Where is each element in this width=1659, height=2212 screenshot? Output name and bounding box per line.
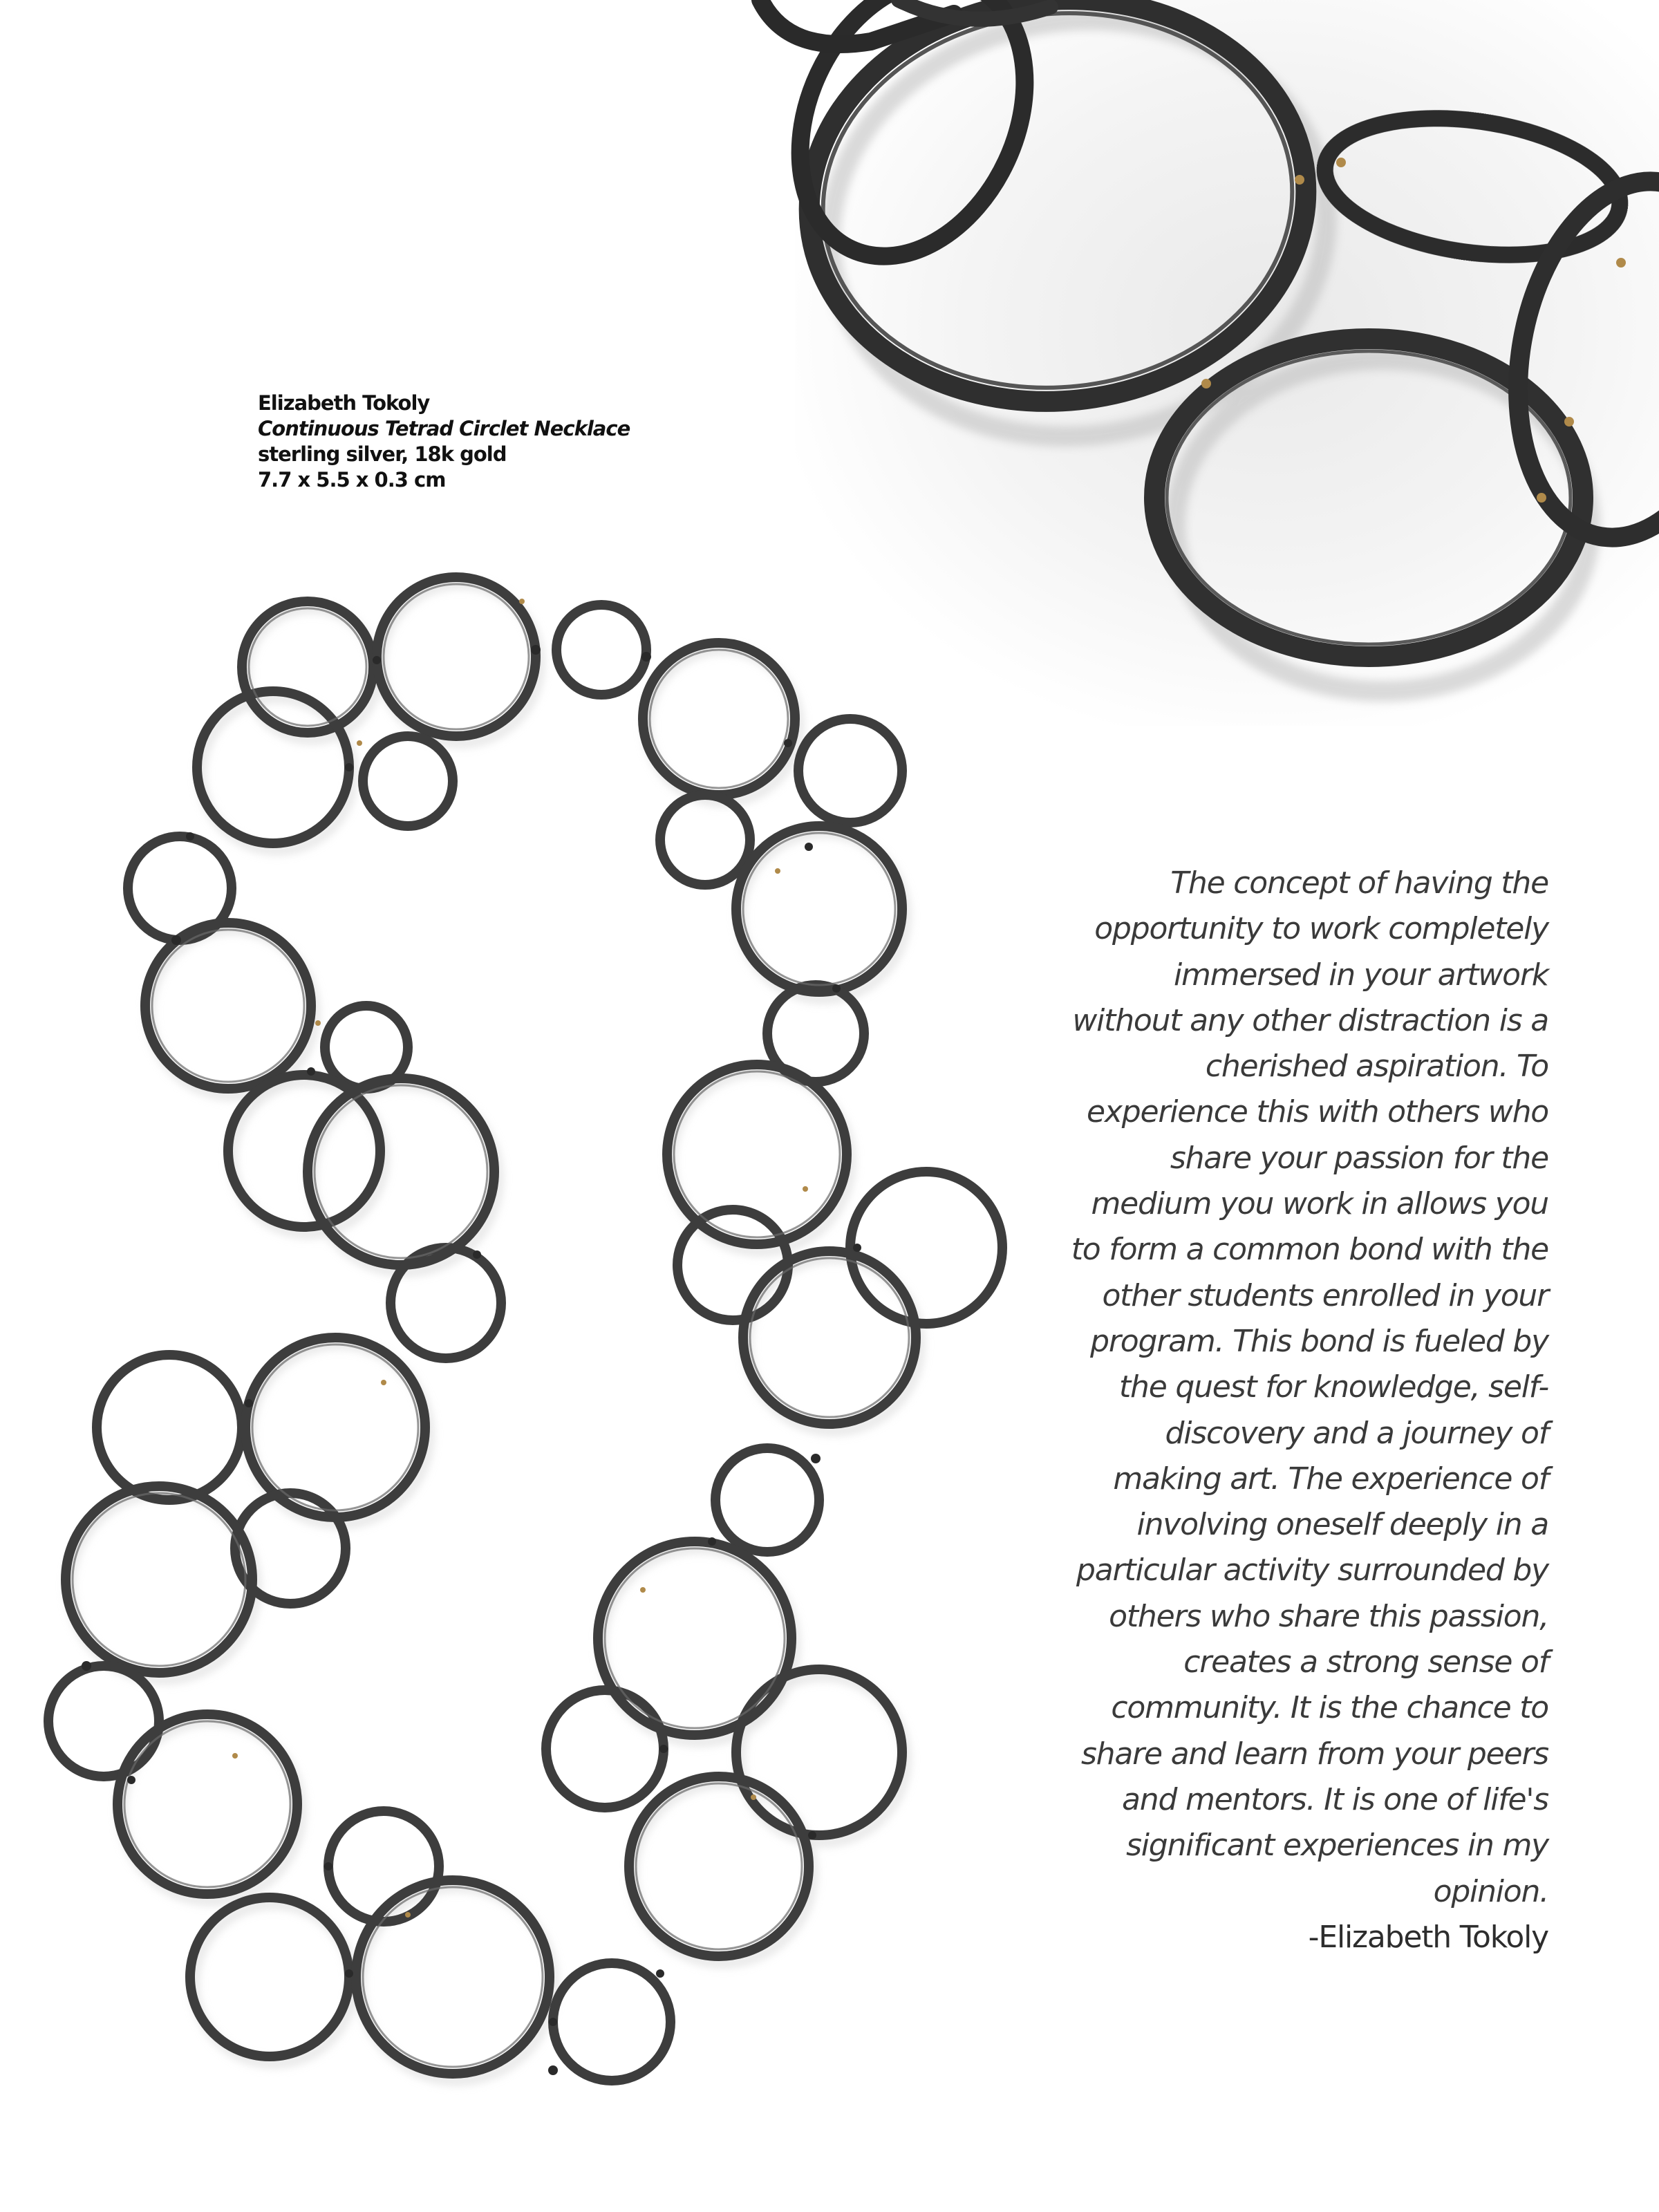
necklace-ring	[546, 1690, 664, 1808]
quote-line: without any other distraction is a	[1072, 1002, 1548, 1038]
quote-line: creates a strong sense of	[1183, 1644, 1548, 1680]
quote-line: to form a common bond with the	[1071, 1232, 1548, 1268]
necklace-ring	[245, 1338, 425, 1517]
necklace-ring	[118, 1714, 297, 1894]
necklace-ring	[553, 1963, 671, 2081]
necklace-ring	[190, 1897, 349, 2056]
necklace-ring	[598, 1541, 791, 1735]
quote-line: making art. The experience of	[1113, 1461, 1548, 1497]
quote-line: program. This bond is fueled by	[1090, 1323, 1548, 1359]
necklace-ring	[308, 1078, 494, 1265]
necklace-ring	[736, 826, 902, 992]
quote-line: involving oneself deeply in a	[1136, 1507, 1548, 1543]
necklace-ring	[556, 605, 646, 695]
necklace-ring	[363, 736, 453, 826]
caption-title: Continuous Tetrad Circlet Necklace	[258, 417, 630, 440]
caption-artist: Elizabeth Tokoly	[258, 391, 430, 415]
necklace-ring	[643, 643, 795, 795]
quote-line: share your passion for the	[1170, 1140, 1548, 1176]
quote-line: community. It is the chance to	[1111, 1690, 1548, 1726]
necklace-ring	[715, 1448, 819, 1552]
quote-line: other students enrolled in your	[1102, 1277, 1548, 1313]
caption-dimensions: 7.7 x 5.5 x 0.3 cm	[258, 468, 446, 491]
quote-line: the quest for knowledge, self-	[1118, 1369, 1548, 1405]
quote-line: experience this with others who	[1087, 1094, 1548, 1130]
necklace-closeup-photo	[757, 0, 1659, 691]
quote-line: particular activity surrounded by	[1076, 1553, 1548, 1588]
necklace-ring	[48, 1666, 159, 1777]
necklace-ring	[629, 1777, 809, 1956]
necklace-ring	[736, 1669, 902, 1835]
quote-line: immersed in your artwork	[1173, 957, 1548, 993]
necklace-ring	[145, 923, 311, 1089]
necklace-ring	[356, 1880, 550, 2074]
necklace-ring	[66, 1486, 252, 1673]
necklace-ring	[377, 577, 536, 736]
quote-line: The concept of having the	[1170, 865, 1548, 901]
caption-materials: sterling silver, 18k gold	[258, 442, 507, 466]
quote-line: discovery and a journey of	[1165, 1415, 1548, 1451]
artwork-caption	[258, 391, 707, 493]
quote-line: opportunity to work completely	[1094, 911, 1548, 947]
necklace-ring	[677, 1210, 788, 1320]
necklace-ring	[798, 719, 902, 823]
quote-signature: -Elizabeth Tokoly	[1308, 1919, 1548, 1955]
necklace-ring	[242, 601, 373, 733]
quote-line: and mentors. It is one of life's	[1122, 1781, 1548, 1817]
artist-quote	[926, 861, 1548, 1960]
necklace-ring	[97, 1355, 242, 1500]
quote-line: others who share this passion,	[1109, 1598, 1548, 1634]
necklace-full-photo	[48, 577, 1002, 2081]
quote-line: opinion.	[1433, 1873, 1548, 1909]
closeup-ring	[1316, 101, 1629, 272]
necklace-ring	[743, 1251, 916, 1424]
quote-line: significant experiences in my	[1126, 1828, 1548, 1864]
quote-line: cherished aspiration. To	[1205, 1049, 1548, 1085]
quote-line: medium you work in allows you	[1091, 1186, 1548, 1222]
necklace-ring	[660, 795, 750, 885]
quote-line: share and learn from your peers	[1080, 1736, 1548, 1772]
